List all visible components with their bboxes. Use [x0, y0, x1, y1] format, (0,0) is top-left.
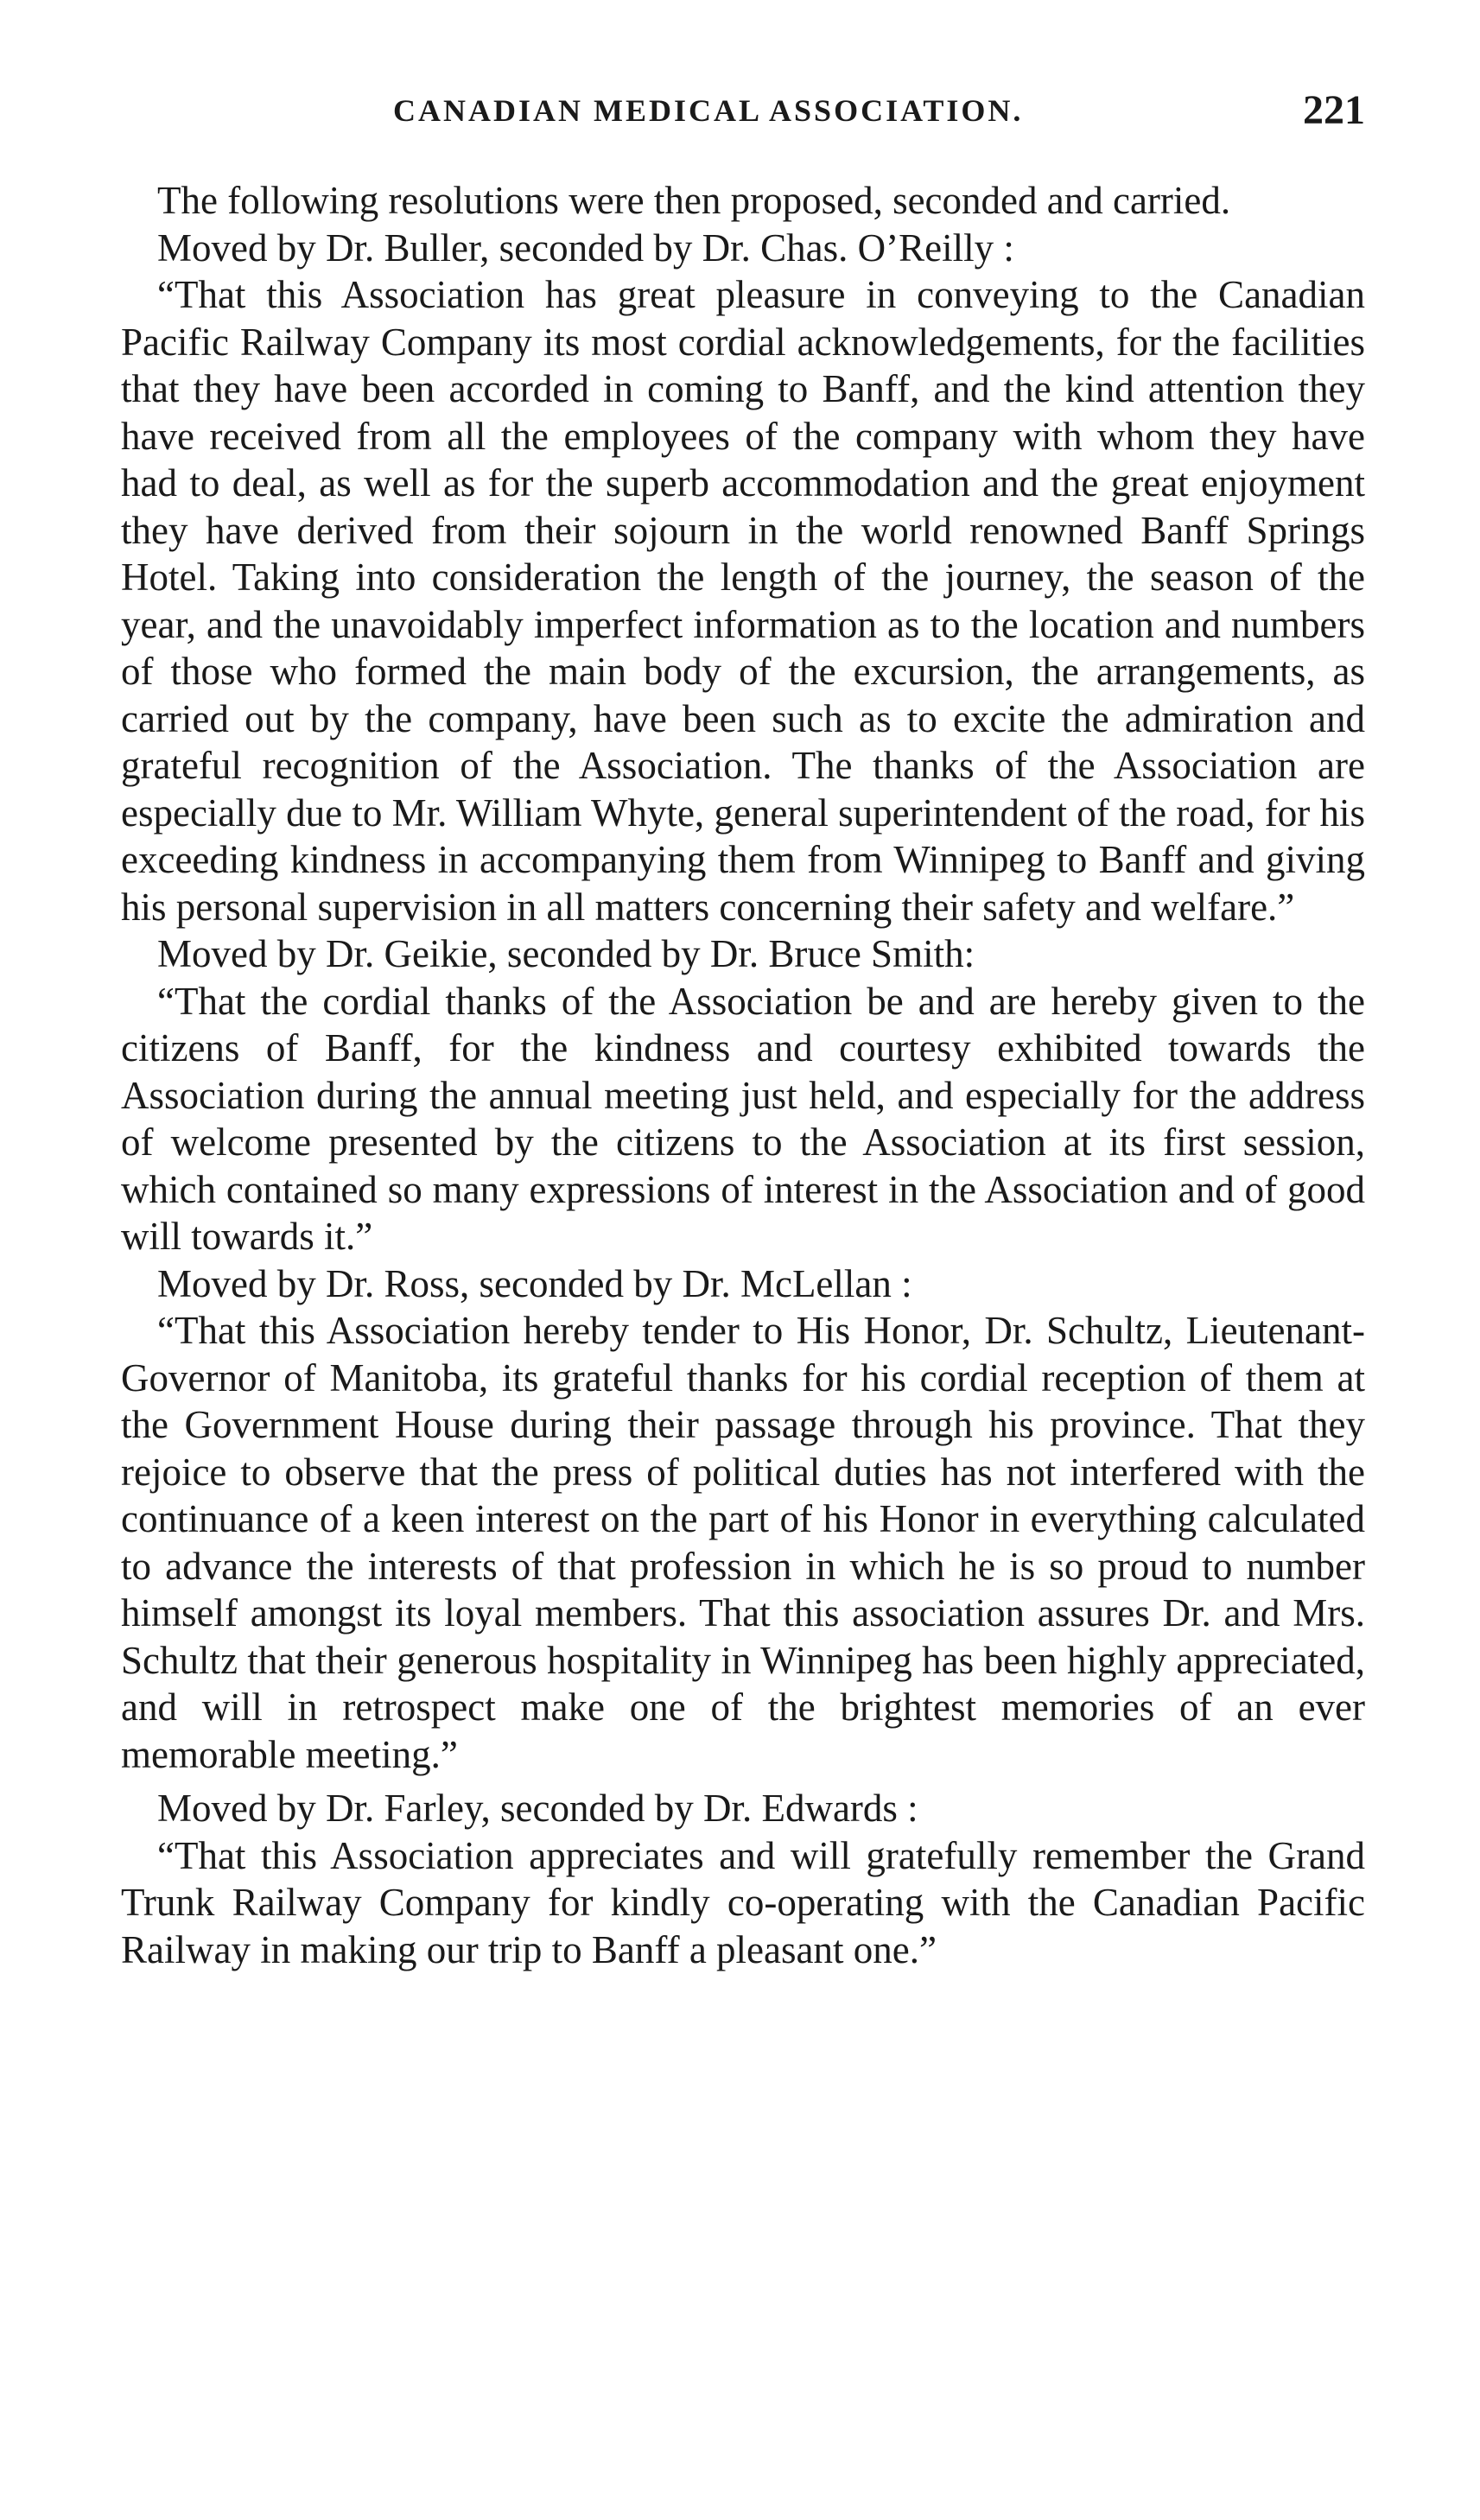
resolution-banff-citizens: “That the cordial thanks of the Association be and are hereby given to the citizens of Banff, for the kindness and courtesy exhibited towards the Association during the annual meeting just held, and especially for the address of welcome presented by the citizens to the Association at its first session, which contained so many expressions of interest in the Association and of good will towards it.” — [121, 979, 1365, 1258]
page-number: 221 — [1303, 87, 1365, 133]
resolution-schultz: “That this Association hereby tender to His Honor, Dr. Schultz, Lieutenant-Governor of Manitoba, its grateful thanks for his cordial reception of them at the Government House during their passage through his province. That they rejoice to observe that the press of political duties has not interfered with the continuance of a keen interest on the part of his Honor in everything calculated to advance the interests of that profession in which he is so proud to number himself amongst its loyal members. That this association assures Dr. and Mrs. Schultz that their generous hospitality in Winnipeg has been highly appreciated, and will in retrospect make one of the brightest memories of an ever memorable meeting.” — [121, 1309, 1365, 1776]
motion-buller: Moved by Dr. Buller, seconded by Dr. Chas. O’Reilly : — [157, 225, 1014, 270]
running-head — [121, 85, 1365, 136]
motion-ross: Moved by Dr. Ross, seconded by Dr. McLellan : — [157, 1261, 912, 1305]
motion-geikie: Moved by Dr. Geikie, seconded by Dr. Bruce Smith: — [157, 932, 975, 975]
body-text — [121, 177, 1365, 1973]
running-title: CANADIAN MEDICAL ASSOCIATION. — [393, 93, 1024, 128]
resolution-cpr: “That this Association has great pleasure in conveying to the Canadian Pacific Railway Company its most cordial acknowledgements, for the facilities that they have been accorded in coming to Banff, and the kind attention they have received from all the employees of the company with whom they have had to deal, as well as for the superb accommodation and the great enjoyment they have derived from their sojourn in the world renowned Banff Springs Hotel. Taking into consideration the length of the journey, the season of the year, and the unavoidably imperfect information as to the location and numbers of those who formed the main body of the excursion, the arrangements, as carried out by the company, have been such as to excite the admiration and grateful recognition of the Association. The thanks of the Association are especially due to Mr. William Whyte, general superintendent of the road, for his exceeding kindness in accompanying them from Winnipeg to Banff and giving his personal supervision in all matters concerning their safety and welfare.” — [121, 273, 1365, 929]
resolution-grand-trunk: “That this Association appreciates and will gratefully remember the Grand Trunk Railway Company for kindly co-operating with the Canadian Pacific Railway in making our trip to Banff a pleasant one.” — [121, 1833, 1365, 1971]
motion-farley: Moved by Dr. Farley, seconded by Dr. Edwards : — [157, 1787, 918, 1830]
intro-paragraph: The following resolutions were then proposed, seconded and carried. — [157, 179, 1231, 222]
